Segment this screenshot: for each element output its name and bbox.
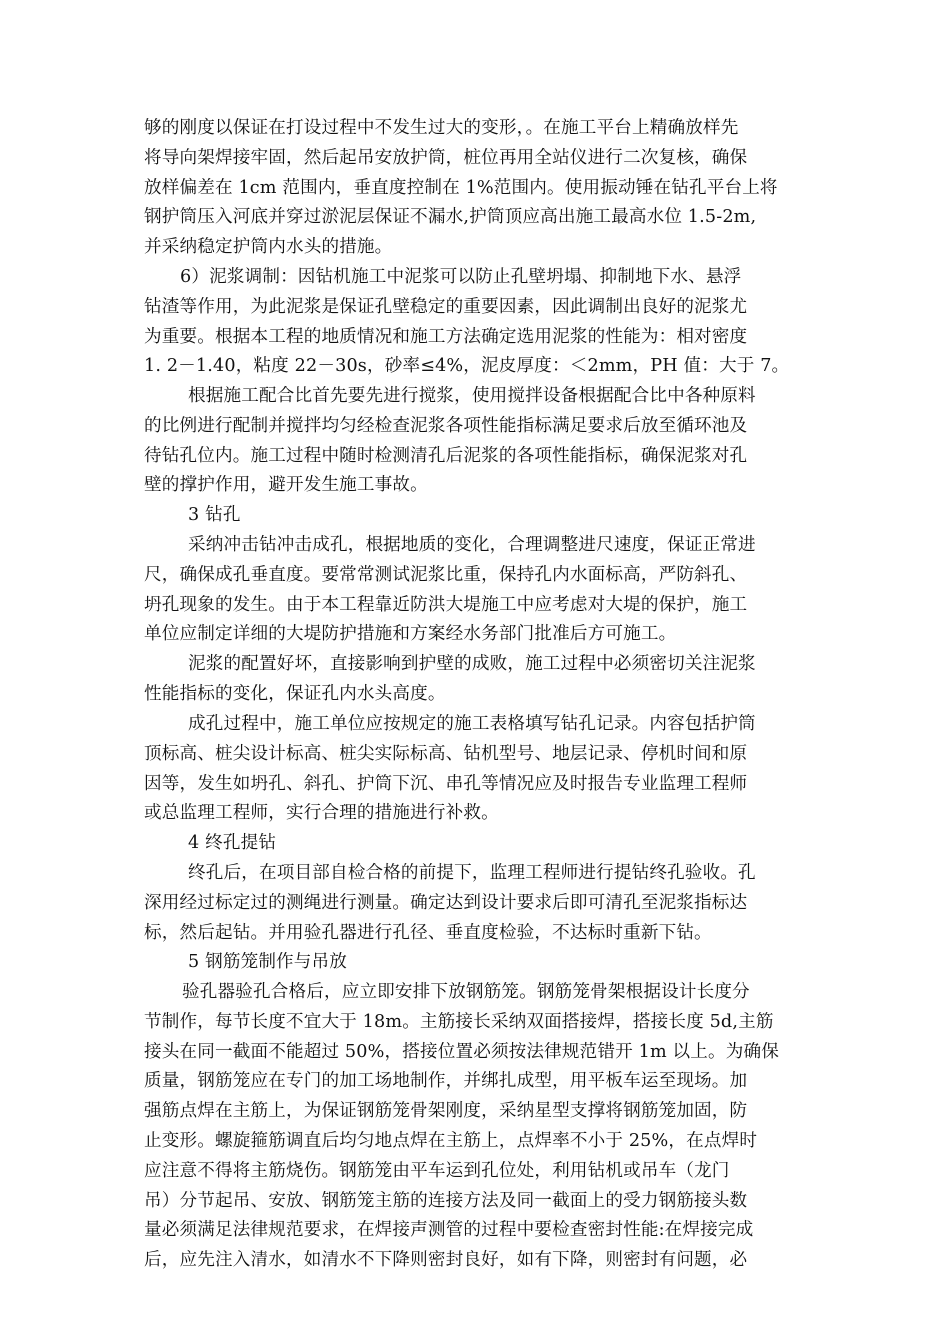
- text-line: 节制作，每节长度不宜大于 18m。主筋接长采纳双面搭接焊，搭接长度 5d,主筋: [144, 1011, 774, 1032]
- section-heading-drilling: [144, 501, 814, 531]
- heading-text: 5 钢筋笼制作与吊放: [188, 952, 348, 972]
- text-line: 深用经过标定过的测绳进行测量。确定达到设计要求后即可清孔至泥浆指标达: [144, 892, 748, 913]
- section-heading-final-hole: [144, 829, 814, 859]
- text-line: 将导向架焊接牢固，然后起吊安放护筒，桩位再用全站仪进行二次复核，确保: [144, 147, 748, 168]
- text-line: 成孔过程中，施工单位应按规定的施工表格填写钻孔记录。内容包括护筒: [188, 714, 756, 734]
- text-line: 为重要。根据本工程的地质情况和施工方法确定选用泥浆的性能为：相对密度: [144, 326, 748, 347]
- text-line: 或总监理工程师，实行合理的措施进行补救。: [144, 803, 499, 824]
- text-line: 6）泥浆调制：因钻机施工中泥浆可以防止孔壁坍塌、抑制地下水、悬浮: [180, 267, 742, 287]
- paragraph-final-hole-acceptance: [144, 859, 814, 948]
- text-line: 性能指标的变化，保证孔内水头高度。: [144, 683, 446, 704]
- text-line: 根据施工配合比首先要先进行搅浆，使用搅拌设备根据配合比中各种原料: [188, 386, 756, 406]
- text-line: 钢护筒压入河底并穿过淤泥层保证不漏水,护筒顶应高出施工最高水位 1.5-2m,: [144, 207, 757, 228]
- text-line: 泥浆的配置好坏，直接影响到护壁的成败，施工过程中必须密切关注泥浆: [188, 654, 756, 674]
- text-line: 后，应先注入清水，如清水不下降则密封良好，如有下降，则密封有问题，必: [144, 1250, 748, 1271]
- text-line: 止变形。螺旋箍筋调直后均匀地点焊在主筋上，点焊率不小于 25%，在点焊时: [144, 1130, 758, 1151]
- text-line: 尺，确保成孔垂直度。要常常测试泥浆比重，保持孔内水面标高，严防斜孔、: [144, 564, 748, 585]
- paragraph-mud-mixing: [144, 382, 814, 501]
- paragraph-protective-casing: [144, 114, 814, 263]
- paragraph-mud-preparation: [144, 263, 814, 382]
- text-line: 的比例进行配制并搅拌均匀经检查泥浆各项性能指标满足要求后放至循环池及: [144, 415, 748, 436]
- text-line: 量必须满足法律规范要求，在焊接声测管的过程中要检查密封性能:在焊接完成: [144, 1220, 754, 1241]
- paragraph-drilling-records: [144, 710, 814, 829]
- text-line: 采纳冲击钻冲击成孔，根据地质的变化，合理调整进尺速度，保证正常进: [188, 535, 756, 555]
- text-line: 钻渣等作用，为此泥浆是保证孔壁稳定的重要因素，因此调制出良好的泥浆尤: [144, 296, 748, 317]
- text-line: 标，然后起钻。并用验孔器进行孔径、垂直度检验，不达标时重新下钻。: [144, 922, 712, 943]
- text-line: 应注意不得将主筋烧伤。钢筋笼由平车运到孔位处，利用钻机或吊车（龙门: [144, 1160, 730, 1181]
- text-line: 够的刚度以保证在打设过程中不发生过大的变形，。在施工平台上精确放样先: [144, 118, 739, 138]
- text-line: 并采纳稳定护筒内水头的措施。: [144, 237, 393, 258]
- text-line: 强筋点焊在主筋上，为保证钢筋笼骨架刚度，采纳星型支撑将钢筋笼加固，防: [144, 1101, 748, 1122]
- text-line: 顶标高、桩尖设计标高、桩尖实际标高、钻机型号、地层记录、停机时间和原: [144, 743, 748, 764]
- paragraph-mud-configuration: [144, 650, 814, 710]
- text-line: 验孔器验孔合格后，应立即安排下放钢筋笼。钢筋笼骨架根据设计长度分: [182, 982, 750, 1002]
- text-line: 单位应制定详细的大堤防护措施和方案经水务部门批准后方可施工。: [144, 624, 677, 645]
- text-line: 放样偏差在 1cm 范围内，垂直度控制在 1%范围内。使用振动锤在钻孔平台上将: [144, 177, 778, 198]
- text-line: 待钻孔位内。施工过程中随时检测清孔后泥浆的各项性能指标，确保泥浆对孔: [144, 445, 748, 466]
- section-heading-rebar-cage: [144, 948, 814, 978]
- text-line: 坍孔现象的发生。由于本工程靠近防洪大堤施工中应考虑对大堤的保护，施工: [144, 594, 748, 615]
- heading-text: 4 终孔提钻: [188, 833, 277, 853]
- text-line: 质量，钢筋笼应在专门的加工场地制作，并绑扎成型，用平板车运至现场。加: [144, 1071, 748, 1092]
- heading-text: 3 钻孔: [188, 505, 241, 525]
- text-line: 因等，发生如坍孔、斜孔、护筒下沉、串孔等情况应及时报告专业监理工程师: [144, 773, 748, 794]
- text-line: 终孔后，在项目部自检合格的前提下，监理工程师进行提钻终孔验收。孔: [188, 863, 756, 883]
- text-line: 壁的撑护作用，避开发生施工事故。: [144, 475, 428, 496]
- paragraph-impact-drilling: [144, 531, 814, 650]
- text-line: 1. 2－1.40，粘度 22－30s，砂率≤4%，泥皮厚度：＜2mm，PH 值：大于 7。: [144, 356, 790, 377]
- paragraph-rebar-cage: [144, 978, 814, 1276]
- text-line: 接头在同一截面不能超过 50%，搭接位置必须按法律规范错开 1m 以上。为确保: [144, 1041, 780, 1062]
- text-line: 吊）分节起吊、安放、钢筋笼主筋的连接方法及同一截面上的受力钢筋接头数: [144, 1190, 748, 1211]
